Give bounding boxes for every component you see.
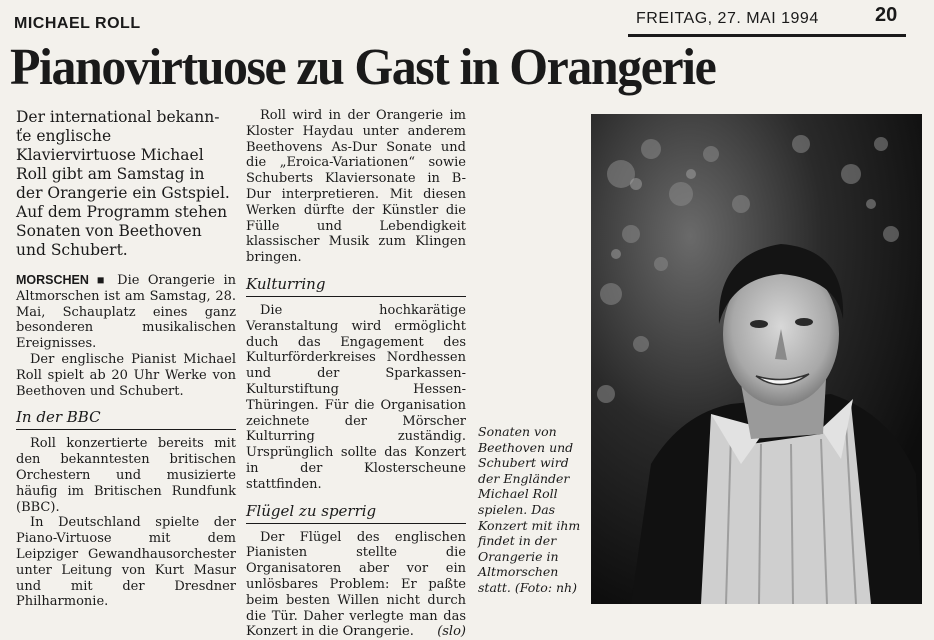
paragraph-text: Die Orangerie in Altmorschen ist am Samstag, 28. Mai, Schauplatz eines ganz besonderen musikalischen Ereignisses.	[16, 273, 236, 352]
subheading: Kulturring	[246, 274, 466, 297]
dateline: MORSCHEN ■	[16, 273, 109, 287]
paragraph: Die hochkarätige Veranstaltung wird ermöglicht duch das Engagement des Kulturförderkreises Nordhessen und der Sparkassen-Kulturstiftung Hessen-Thüringen. Für die Organisation zeichnete der Mörscher Kulturring zuständig. Ursprünglich sollte das Konzert in der Klosterscheune stattfinden.	[246, 302, 466, 492]
photo-caption: Sonaten von Beethoven und Schubert wird der Engländer Michael Roll spielen. Das Konzert mit ihm findet in der Orangerie in Altmorschen statt. (Foto: nh)	[478, 424, 581, 595]
paragraph: In Deutschland spielte der Piano-Virtuose mit dem Leipziger Gewandhausorchester unter Leitung von Kurt Masur und mit der Dresdner Philharmonie.	[16, 515, 236, 610]
publication-date: FREITAG, 27. MAI 1994	[636, 10, 819, 27]
paragraph: Der englische Pianist Michael Roll spielt ab 20 Uhr Werke von Beethoven und Schubert.	[16, 351, 236, 399]
article-column-2	[246, 108, 466, 640]
article-column-1	[16, 273, 236, 610]
paragraph	[16, 273, 236, 352]
lead-paragraph: Der international bekann-ťe englische Klaviervirtuose Michael Roll gibt am Samstag in der Orangerie ein Gstspiel. Auf dem Programm stehen Sonaten von Beethoven und Schubert.	[16, 108, 230, 259]
paragraph: Roll wird in der Orangerie im Kloster Haydau unter anderem Beethovens As-Dur Sonate und die „Eroica-Variationen“ sowie Schuberts Klaviersonate in B-Dur interpretieren. Mit diesen Werken dürfte der Künstler die Fülle und Lebendigkeit klassischer Musik zum Klingen bringen.	[246, 108, 466, 266]
author-name: MICHAEL ROLL	[14, 15, 141, 32]
paragraph-text: Der Flügel des englischen Pianisten stellte die Organisatoren aber vor ein unlösbares Problem: Er paßte beim besten Willen nicht durch die Tür. Daher verlegte man das Konzert in die Orangerie.	[246, 529, 466, 640]
subheading: Flügel zu sperrig	[246, 501, 466, 524]
headline: Pianovirtuose zu Gast in Orangerie	[10, 39, 716, 96]
portrait-photo-icon	[591, 114, 922, 604]
paragraph	[246, 530, 466, 640]
page-number: 20	[875, 4, 898, 26]
date-rule	[628, 34, 906, 37]
paragraph: Roll konzertierte bereits mit den bekanntesten britischen Orchestern und musizierte häufig im Britischen Rundfunk (BBC).	[16, 436, 236, 515]
subheading: In der BBC	[16, 407, 236, 430]
portrait-photo	[591, 114, 922, 604]
author-signoff: (slo)	[437, 624, 466, 640]
